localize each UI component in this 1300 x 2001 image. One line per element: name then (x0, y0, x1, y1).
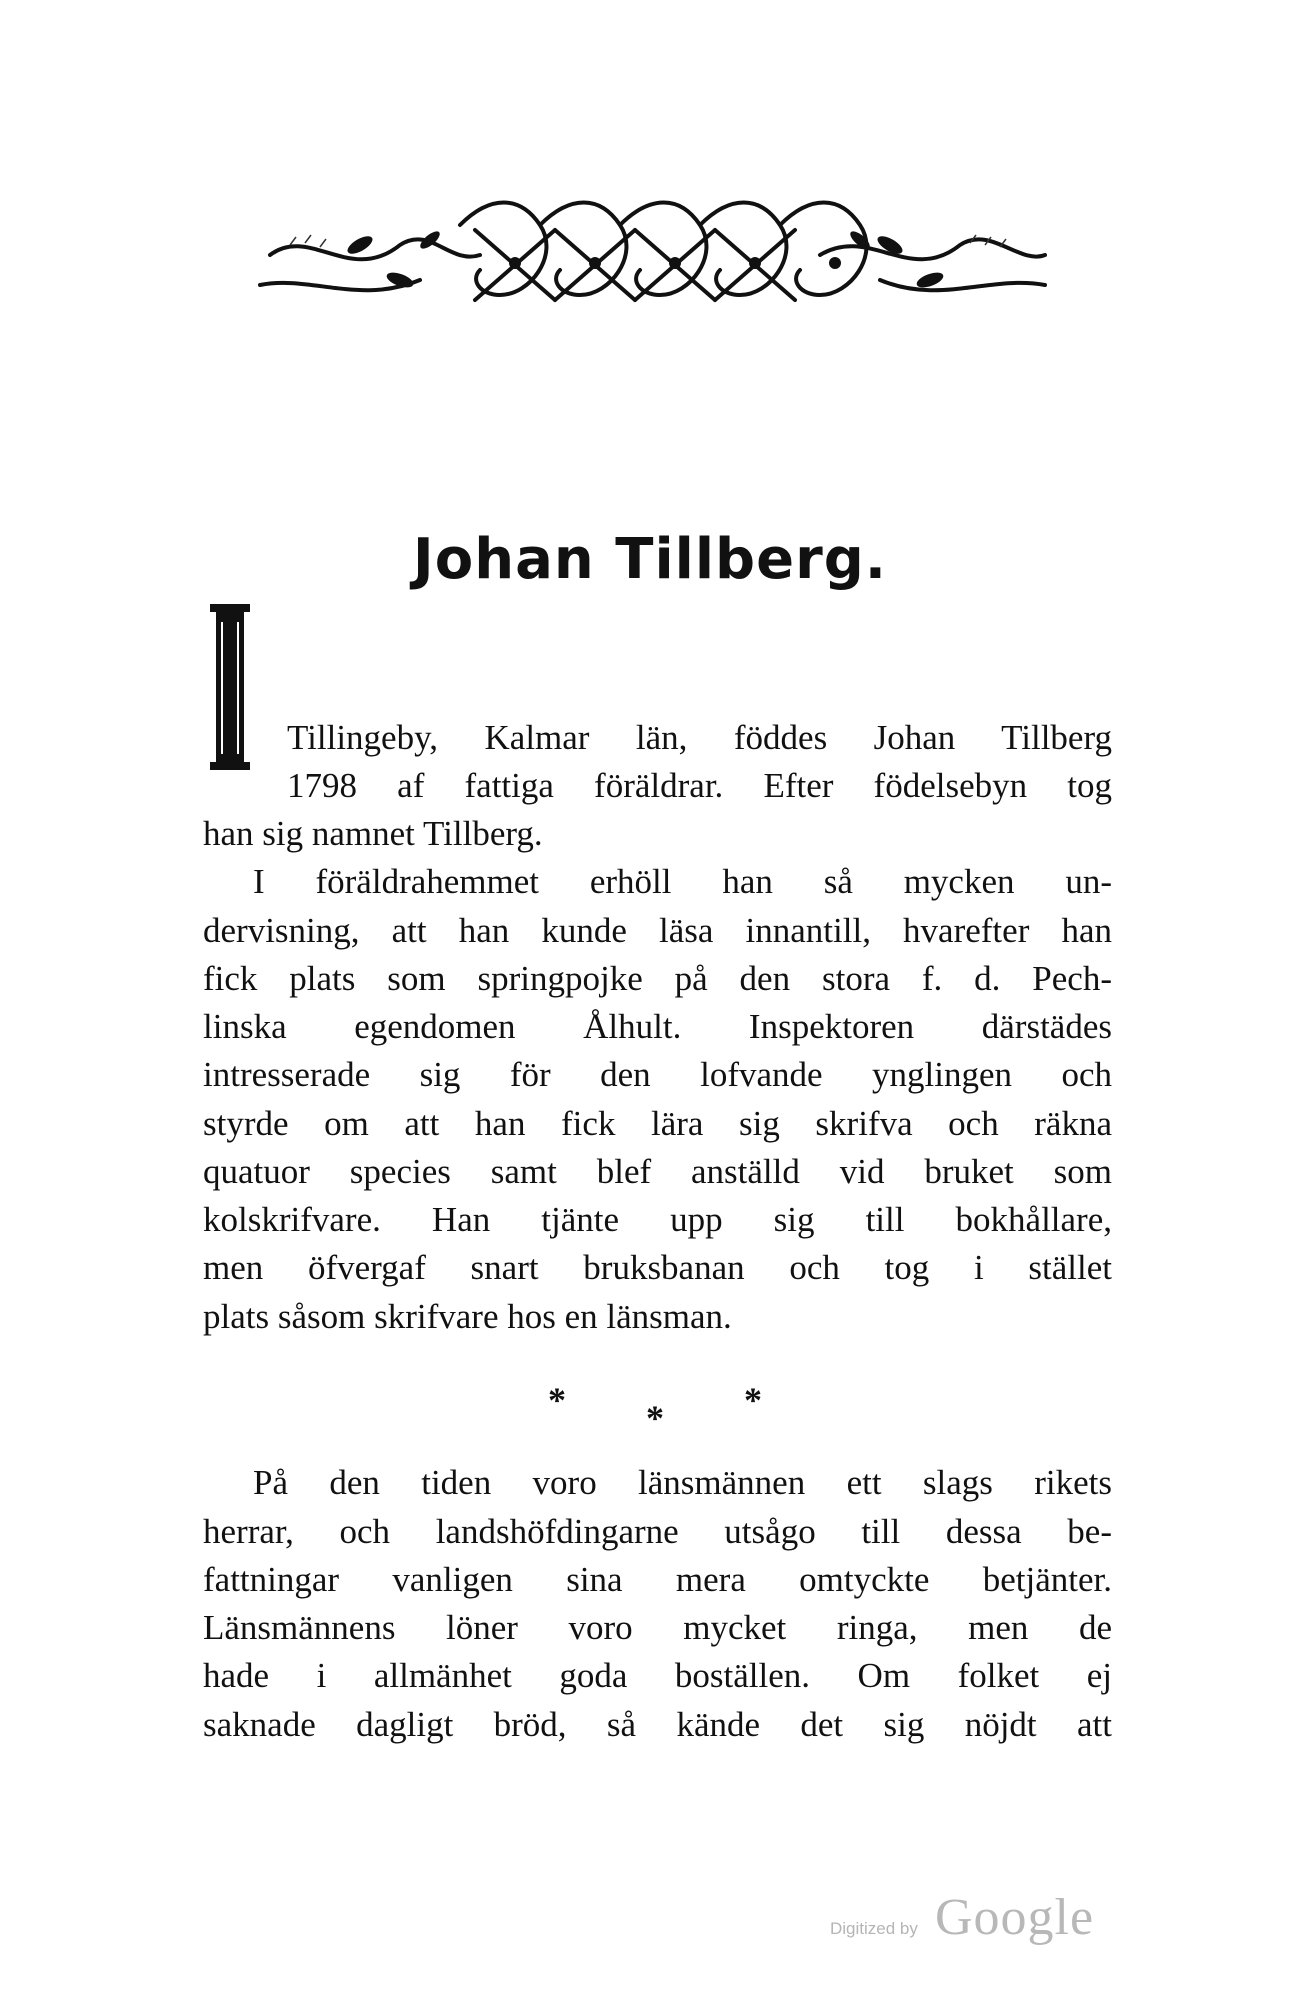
text-line: hade i allmänhet goda boställen. Om folket ej (203, 1656, 1112, 1695)
text-line: Länsmännens löner voro mycket ringa, men de (203, 1608, 1112, 1647)
text-line: plats såsom skrifvare hos en länsman. (203, 1297, 732, 1336)
text-line: kolskrifvare. Han tjänte upp sig till bokhållare, (203, 1200, 1112, 1239)
separator-star: * (646, 1398, 664, 1438)
google-watermark: Google (935, 1889, 1095, 1946)
text-line: herrar, och landshöfdingarne utsågo till dessa be- (203, 1512, 1112, 1551)
header-ornament (250, 185, 1050, 335)
text-line: I föräldrahemmet erhöll han så mycken un- (253, 862, 1112, 901)
page-title: Johan Tillberg. (412, 527, 888, 592)
separator-star: * (548, 1380, 566, 1420)
text-line: quatuor species samt blef anställd vid bruket som (203, 1152, 1112, 1191)
text-line: han sig namnet Tillberg. (203, 814, 543, 853)
text-line: dervisning, att han kunde läsa innantill, hvarefter han (203, 911, 1112, 950)
text-line: 1798 af fattiga föräldrar. Efter födelsebyn tog (287, 766, 1112, 805)
text-line: intresserade sig för den lofvande ynglingen och (203, 1055, 1112, 1094)
text-line: styrde om att han fick lära sig skrifva och räkna (203, 1104, 1112, 1143)
digitized-by-label: Digitized by (830, 1919, 918, 1938)
text-line: Tillingeby, Kalmar län, föddes Johan Tillberg (287, 718, 1112, 757)
text-line: linska egendomen Ålhult. Inspektoren därstädes (203, 1007, 1112, 1046)
text-line: På den tiden voro länsmännen ett slags rikets (253, 1463, 1112, 1502)
text-line: fick plats som springpojke på den stora f. d. Pech- (203, 959, 1112, 998)
dropcap-letter (208, 604, 252, 770)
separator-star: * (744, 1380, 762, 1420)
text-line: saknade dagligt bröd, så kände det sig nöjdt att (203, 1705, 1112, 1744)
text-line: men öfvergaf snart bruksbanan och tog i stället (203, 1248, 1112, 1287)
text-line: fattningar vanligen sina mera omtyckte betjänter. (203, 1560, 1112, 1599)
